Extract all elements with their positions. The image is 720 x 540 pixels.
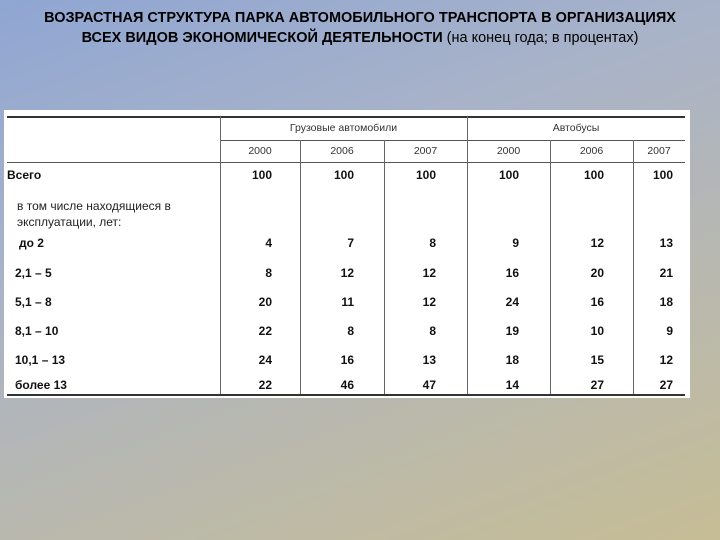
cell-value: 100 — [333, 168, 354, 182]
cell-value: 20 — [590, 266, 604, 280]
cell-value: 13 — [422, 353, 436, 367]
year-header: 2000 — [248, 145, 272, 157]
cell-value: 100 — [251, 168, 272, 182]
table-image — [4, 110, 690, 398]
title-subtitle: (на конец года; в процентах) — [446, 30, 639, 46]
cell-value: 46 — [340, 378, 354, 392]
cell-value: 15 — [590, 353, 604, 367]
cell-value: 27 — [659, 378, 673, 392]
cell-value: 9 — [512, 236, 519, 250]
cell-value: 19 — [505, 324, 519, 338]
row-label: до 2 — [19, 236, 44, 250]
cell-value: 21 — [659, 266, 673, 280]
cell-value: 22 — [258, 324, 272, 338]
cell-value: 100 — [415, 168, 436, 182]
row-label: более 13 — [15, 378, 67, 392]
group-header-buses: Автобусы — [552, 122, 600, 134]
year-header: 2007 — [647, 145, 671, 157]
rule-header — [7, 162, 685, 163]
cell-value: 7 — [347, 236, 354, 250]
cell-value: 24 — [258, 353, 272, 367]
year-header: 2006 — [579, 145, 604, 157]
row-label: 8,1 – 10 — [15, 324, 59, 338]
cell-value: 12 — [422, 295, 436, 309]
age-structure-table — [7, 116, 685, 396]
cell-value: 12 — [590, 236, 604, 250]
page-title — [40, 8, 680, 48]
row-label: 10,1 – 13 — [15, 353, 66, 367]
cell-value: 9 — [666, 324, 673, 338]
cell-value: 8 — [429, 324, 436, 338]
cell-value: 16 — [590, 295, 604, 309]
row-subheader: в том числе находящиеся в эксплуатации, лет: — [17, 199, 171, 229]
cell-value: 8 — [429, 236, 436, 250]
cell-value: 16 — [340, 353, 354, 367]
cell-value: 24 — [505, 295, 519, 309]
cell-value: 20 — [258, 295, 272, 309]
cell-value: 12 — [340, 266, 354, 280]
row-label: Всего — [7, 168, 42, 182]
year-header: 2007 — [413, 145, 438, 157]
cell-value: 18 — [659, 295, 673, 309]
row-label: 5,1 – 8 — [15, 295, 52, 309]
cell-value: 8 — [347, 324, 354, 338]
title-bold: ВОЗРАСТНАЯ СТРУКТУРА ПАРКА АВТОМОБИЛЬНОГО ТРАНСПОРТА В ОРГАНИЗАЦИЯХ ВСЕХ ВИДОВ ЭКОНОМИЧЕСКОЙ ДЕЯТЕЛЬНОСТИ — [44, 10, 676, 46]
cell-value: 11 — [341, 295, 354, 309]
cell-value: 100 — [498, 168, 519, 182]
cell-value: 16 — [505, 266, 519, 280]
group-header-trucks: Грузовые автомобили — [289, 122, 398, 134]
cell-value: 13 — [659, 236, 673, 250]
cell-value: 8 — [265, 266, 272, 280]
cell-value: 27 — [590, 378, 604, 392]
rule-bottom — [7, 394, 685, 396]
cell-value: 100 — [583, 168, 604, 182]
year-header: 2006 — [330, 145, 354, 157]
row-label: 2,1 – 5 — [15, 266, 52, 280]
rule-top — [7, 116, 685, 118]
rule-group — [220, 140, 685, 141]
cell-value: 47 — [422, 378, 436, 392]
cell-value: 10 — [590, 324, 604, 338]
cell-value: 18 — [505, 353, 519, 367]
cell-value: 12 — [659, 353, 673, 367]
cell-value: 14 — [505, 378, 519, 392]
cell-value: 4 — [265, 236, 272, 250]
cell-value: 22 — [258, 378, 272, 392]
cell-value: 100 — [652, 168, 673, 182]
cell-value: 12 — [422, 266, 436, 280]
year-header: 2000 — [496, 145, 521, 157]
